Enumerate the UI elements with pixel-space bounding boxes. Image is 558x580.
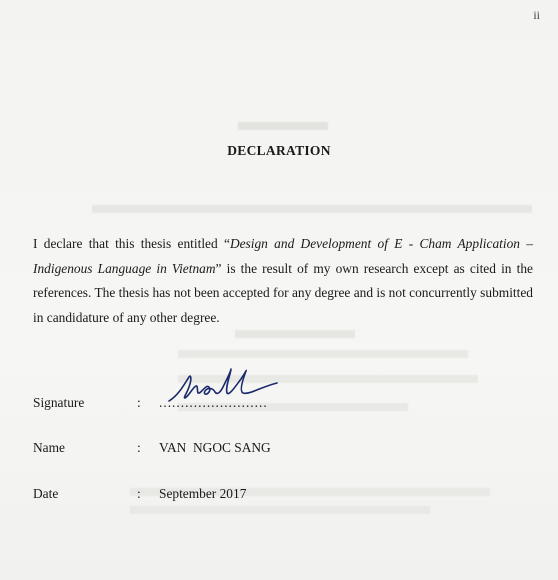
declaration-text-part1: I declare that this thesis entitled “	[33, 236, 230, 251]
show-through-line	[92, 205, 532, 213]
date-colon: :	[137, 486, 141, 501]
signature-dots: .........................	[159, 395, 268, 410]
date-label: Date	[33, 486, 59, 501]
declaration-paragraph	[33, 232, 533, 330]
name-colon: :	[137, 440, 141, 455]
declaration-text-part2: ” is the result of my own research except as cited in the references. The thesis has not been accepted for any degree and is not concurrently submitted in candidature of any other degree.	[33, 260, 533, 325]
date-value: September 2017	[159, 486, 247, 501]
signature-line	[159, 395, 268, 411]
show-through-line	[130, 506, 430, 514]
show-through-line	[235, 330, 355, 338]
signature-row	[33, 395, 268, 411]
show-through-line	[238, 122, 328, 130]
name-label: Name	[33, 440, 65, 455]
signature-label: Signature	[33, 395, 85, 410]
signature-colon: :	[137, 395, 141, 410]
thesis-title: Design and Development of E - Cham Application – Indigenous Language in Vietnam	[33, 236, 533, 276]
handwritten-signature	[165, 365, 285, 409]
page-number: ii	[533, 8, 540, 22]
date-row	[33, 486, 246, 502]
show-through-line	[178, 350, 468, 358]
name-row	[33, 440, 271, 456]
page-title: DECLARATION	[227, 143, 331, 158]
name-value: VAN NGOC SANG	[159, 440, 271, 455]
